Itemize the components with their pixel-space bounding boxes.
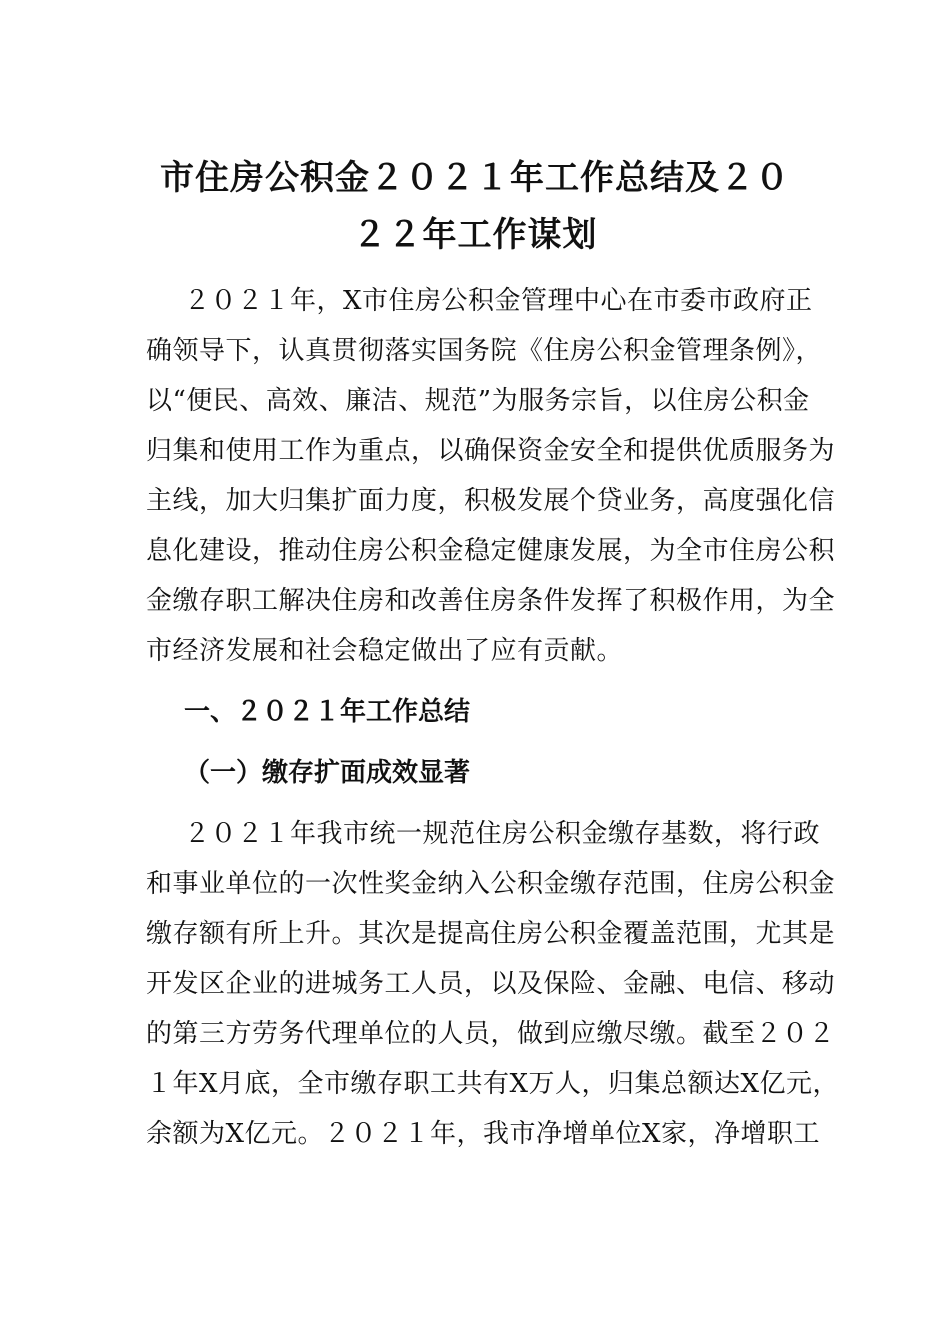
body-paragraph-line: １年X月底，全市缴存职工共有X万人，归集总额达X亿元， — [146, 1069, 840, 1099]
intro-paragraph-line: 市经济发展和社会稳定做出了应有贡献。 — [146, 636, 624, 666]
body-paragraph-line: 开发区企业的进城务工人员，以及保险、金融、电信、移动 — [146, 969, 836, 999]
body-paragraph-line: 的第三方劳务代理单位的人员，做到应缴尽缴。截至２０２ — [146, 1019, 836, 1049]
intro-paragraph-line: ２０２１年，X市住房公积金管理中心在市委市政府正 — [184, 286, 813, 316]
section-heading: 一、２０２１年工作总结 — [184, 697, 471, 727]
body-paragraph-line: 缴存额有所上升。其次是提高住房公积金覆盖范围，尤其是 — [146, 919, 836, 949]
body-paragraph-line: 和事业单位的一次性奖金纳入公积金缴存范围，住房公积金 — [146, 869, 836, 899]
body-paragraph-line: 余额为X亿元。２０２１年，我市净增单位X家，净增职工 — [146, 1119, 821, 1149]
subsection-heading: （一）缴存扩面成效显著 — [184, 758, 471, 788]
intro-paragraph-line: 金缴存职工解决住房和改善住房条件发挥了积极作用，为全 — [146, 586, 836, 616]
intro-paragraph-line: 确领导下，认真贯彻落实国务院《住房公积金管理条例》， — [146, 336, 823, 366]
document-title-line-1: 市住房公积金２０２１年工作总结及２０ — [160, 158, 790, 198]
document-title-line-2: ２２年工作谋划 — [352, 215, 598, 255]
intro-paragraph-line: 归集和使用工作为重点，以确保资金安全和提供优质服务为 — [146, 436, 836, 466]
intro-paragraph-line: 主线，加大归集扩面力度，积极发展个贷业务，高度强化信 — [146, 486, 836, 516]
intro-paragraph-line: 息化建设，推动住房公积金稳定健康发展，为全市住房公积 — [146, 536, 836, 566]
body-paragraph-line: ２０２１年我市统一规范住房公积金缴存基数，将行政 — [184, 819, 821, 849]
intro-paragraph-line: 以“便民、高效、廉洁、规范”为服务宗旨，以住房公积金 — [146, 386, 810, 416]
